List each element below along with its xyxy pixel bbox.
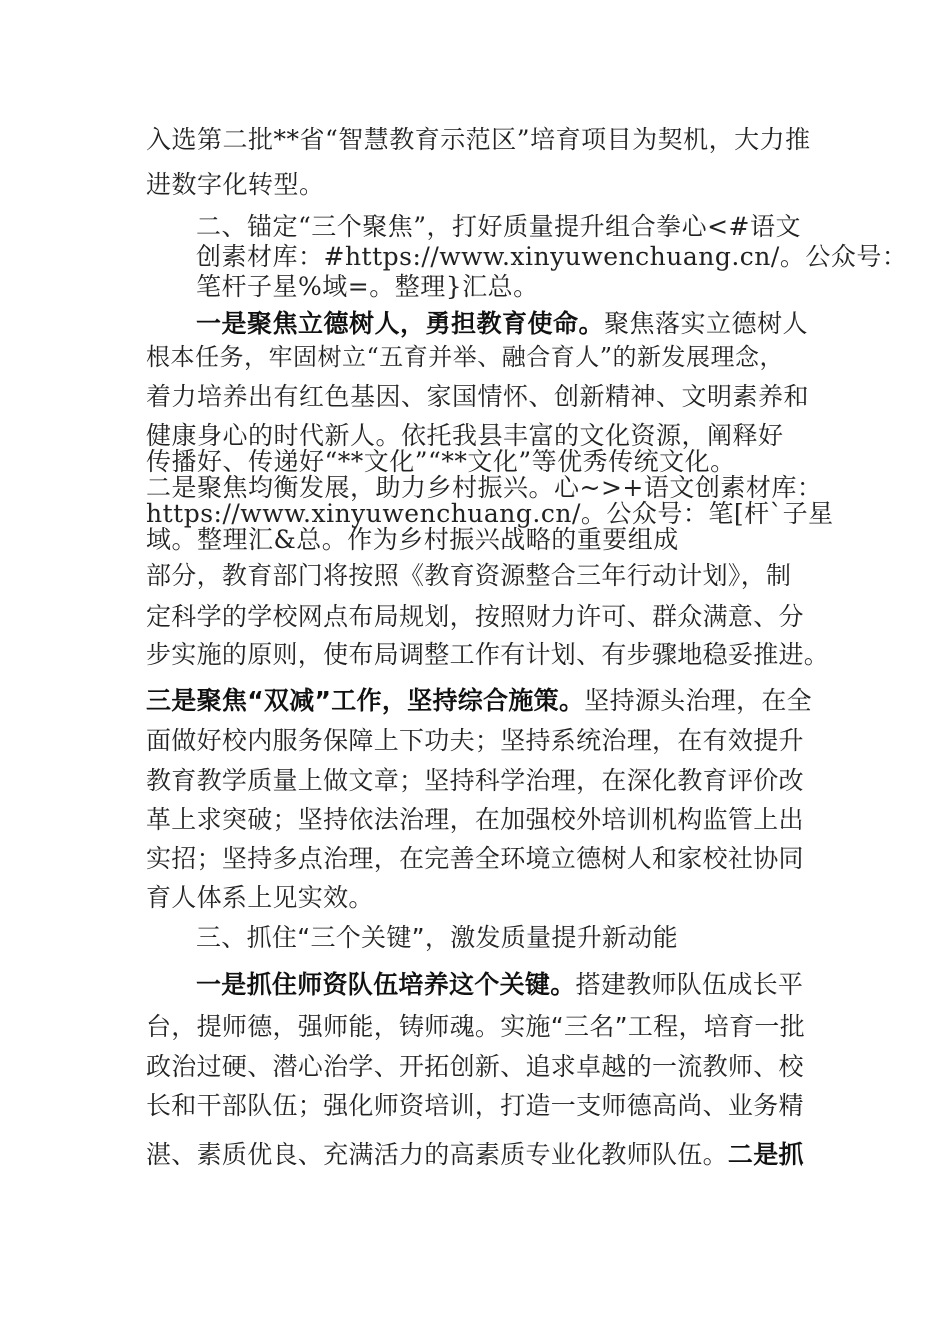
section-heading: 三、抓住“三个关键”，激发质量提升新动能 bbox=[196, 923, 678, 952]
text-run: 湛、素质优良、充满活力的高素质专业化教师队伍。 bbox=[146, 1140, 728, 1169]
text-line: 健康身心的时代新人。依托我县丰富的文化资源，阐释好 bbox=[146, 421, 784, 450]
text-run: 聚焦落实立德树人 bbox=[604, 309, 809, 338]
text-run: 坚持源头治理，在全 bbox=[584, 686, 812, 715]
text-line: 入选第二批**省“智慧教育示范区”培育项目为契机，大力推 bbox=[146, 125, 811, 154]
lead-phrase: 一是聚焦立德树人，勇担教育使命。 bbox=[196, 309, 605, 338]
text-line: 实招；坚持多点治理，在完善全环境立德树人和家校社协同 bbox=[146, 844, 804, 873]
text-line: 传播好、传递好“**文化”“**文化”等优秀传统文化。 bbox=[146, 447, 736, 476]
lead-phrase: 二是抓 bbox=[727, 1140, 804, 1169]
text-line: 进数字化转型。 bbox=[146, 170, 325, 199]
text-line: 域。整理汇&总。作为乡村振兴战略的重要组成 bbox=[146, 525, 679, 554]
lead-phrase: 三是聚焦“双减”工作，坚持综合施策。 bbox=[146, 686, 585, 715]
text-line: 定科学的学校网点布局规划，按照财力许可、群众满意、分 bbox=[146, 602, 804, 631]
paragraph-line bbox=[146, 1140, 804, 1170]
text-line: 长和干部队伍；强化师资培训，打造一支师德高尚、业务精 bbox=[146, 1091, 804, 1120]
paragraph-line bbox=[196, 309, 808, 339]
section-heading: 二、锚定“三个聚焦”，打好质量提升组合拳心<#语文 bbox=[196, 212, 801, 241]
text-line: 步实施的原则，使布局调整工作有计划、有步骤地稳妥推进。 bbox=[146, 640, 830, 669]
text-line: 着力培养出有红色基因、家国情怀、创新精神、文明素养和 bbox=[146, 382, 810, 411]
paragraph-line bbox=[196, 970, 803, 1000]
text-line: 面做好校内服务保障上下功夫；坚持系统治理，在有效提升 bbox=[146, 726, 804, 755]
text-line: https://www.xinyuwenchuang.cn/。公众号：笔[杆`子星 bbox=[146, 499, 834, 528]
lead-phrase: 一是抓住师资队伍培养这个关键。 bbox=[196, 970, 576, 999]
text-line: 台，提师德，强师能，铸师魂。实施“三名”工程，培育一批 bbox=[146, 1012, 806, 1041]
text-line: 二是聚焦均衡发展，助力乡村振兴。心~>+语文创素材库： bbox=[146, 473, 823, 502]
paragraph-line bbox=[146, 686, 812, 716]
text-line: 部分，教育部门将按照《教育资源整合三年行动计划》，制 bbox=[146, 561, 792, 590]
text-line: 笔杆子星%域=。整理}汇总。 bbox=[196, 272, 539, 301]
text-line: 根本任务，牢固树立“五育并举、融合育人”的新发展理念， bbox=[146, 343, 785, 371]
text-run: 搭建教师队伍成长平 bbox=[575, 970, 804, 999]
text-line: 育人体系上见实效。 bbox=[146, 883, 374, 912]
text-line: 教育教学质量上做文章；坚持科学治理，在深化教育评价改 bbox=[146, 766, 804, 795]
text-line: 革上求突破；坚持依法治理，在加强校外培训机构监管上出 bbox=[146, 805, 804, 834]
text-line: 政治过硬、潜心治学、开拓创新、追求卓越的一流教师、校 bbox=[146, 1052, 804, 1081]
text-line: 创素材库：#https://www.xinyuwenchuang.cn/。公众号： bbox=[196, 242, 908, 271]
